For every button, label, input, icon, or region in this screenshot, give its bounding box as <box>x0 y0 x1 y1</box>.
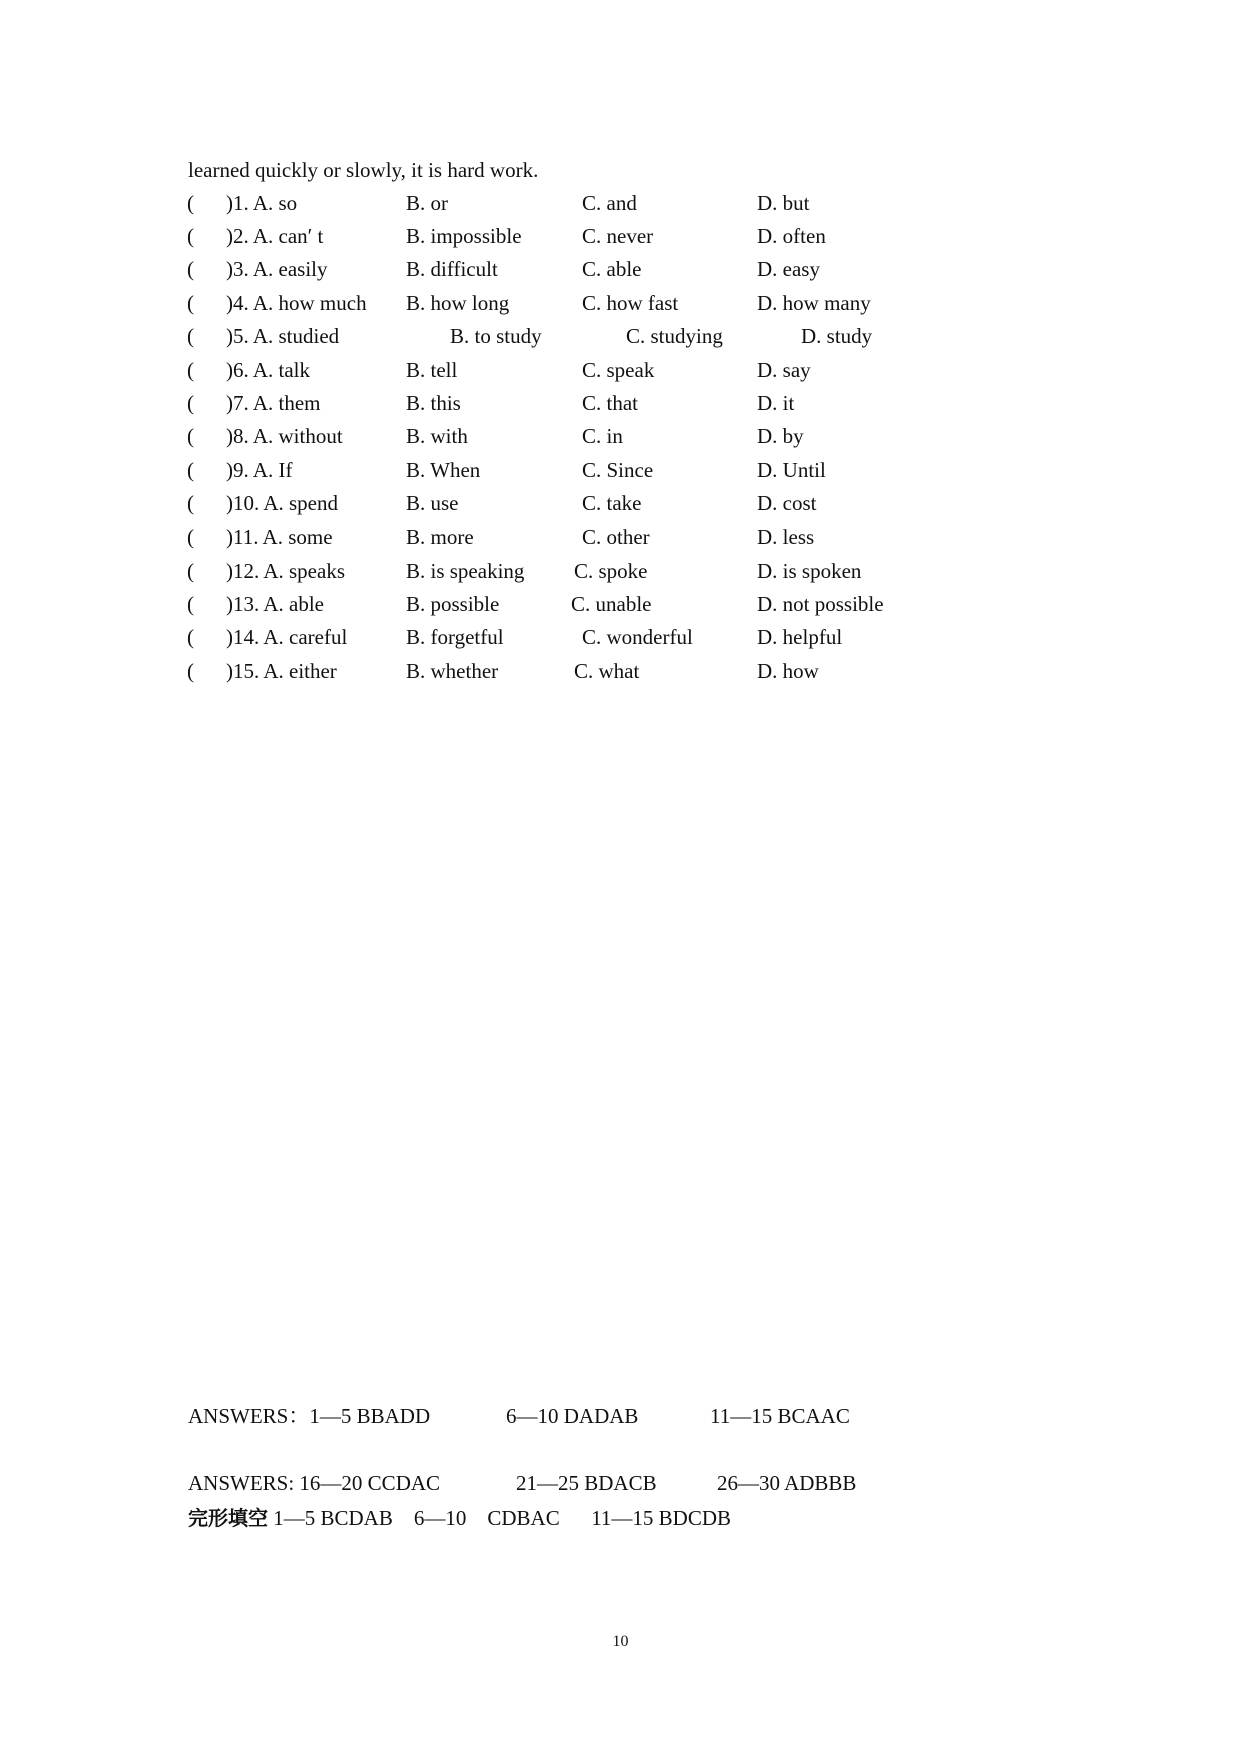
option-c: C. speak <box>582 358 655 382</box>
answer-blank: ( <box>187 491 194 515</box>
option-b: B. When <box>406 458 481 482</box>
page-number: 10 <box>612 1633 629 1650</box>
option-a: )12. A. speaks <box>226 559 345 583</box>
option-b: B. with <box>406 424 468 448</box>
answer-blank: ( <box>187 324 194 348</box>
option-c: C. studying <box>626 324 723 348</box>
option-b: B. is speaking <box>406 559 525 583</box>
question-row <box>0 357 1241 387</box>
question-row <box>0 558 1241 588</box>
answer-blank: ( <box>187 625 194 649</box>
answer-blank: ( <box>187 391 194 415</box>
question-row <box>0 290 1241 320</box>
question-row <box>0 323 1241 353</box>
answer-blank: ( <box>187 358 194 382</box>
option-d: D. but <box>757 191 810 215</box>
option-c: C. and <box>582 191 637 215</box>
option-c: C. in <box>582 424 623 448</box>
question-row <box>0 658 1241 688</box>
option-c: C. that <box>582 391 638 415</box>
option-d: D. study <box>801 324 873 348</box>
option-d: D. easy <box>757 257 820 281</box>
question-row <box>0 457 1241 487</box>
cloze-answer-text: 1—5 BCDAB 6—10 CDBAC 11—15 BDCDB <box>268 1506 732 1530</box>
answers-26-30: 26—30 ADBBB <box>717 1471 857 1495</box>
option-b: B. use <box>406 491 459 515</box>
question-row <box>0 591 1241 621</box>
option-d: D. is spoken <box>757 559 862 583</box>
option-c: C. Since <box>582 458 654 482</box>
option-d: D. less <box>757 525 815 549</box>
option-a: )9. A. If <box>226 458 293 482</box>
option-b: B. forgetful <box>406 625 504 649</box>
option-a: )5. A. studied <box>226 324 340 348</box>
option-c: C. how fast <box>582 291 679 315</box>
answer-blank: ( <box>187 257 194 281</box>
option-d: D. it <box>757 391 795 415</box>
option-c: C. other <box>582 525 650 549</box>
option-a: )1. A. so <box>226 191 298 215</box>
option-d: D. say <box>757 358 811 382</box>
question-row <box>0 524 1241 554</box>
question-row <box>0 223 1241 253</box>
option-b: B. tell <box>406 358 458 382</box>
option-c: C. able <box>582 257 642 281</box>
option-a: )3. A. easily <box>226 257 328 281</box>
answer-blank: ( <box>187 559 194 583</box>
option-d: D. not possible <box>757 592 884 616</box>
option-d: D. often <box>757 224 826 248</box>
option-a: )10. A. spend <box>226 491 338 515</box>
option-b: B. whether <box>406 659 499 683</box>
option-c: C. wonderful <box>582 625 693 649</box>
option-c: C. never <box>582 224 654 248</box>
option-b: B. possible <box>406 592 500 616</box>
answer-blank: ( <box>187 458 194 482</box>
passage-last-line: learned quickly or slowly, it is hard work. <box>188 158 539 182</box>
option-a: )15. A. either <box>226 659 337 683</box>
cloze-label: 完形填空 <box>188 1506 268 1530</box>
option-b: B. impossible <box>406 224 522 248</box>
option-a: )6. A. talk <box>226 358 310 382</box>
answer-blank: ( <box>187 424 194 448</box>
answer-blank: ( <box>187 659 194 683</box>
question-row <box>0 490 1241 520</box>
option-b: B. or <box>406 191 448 215</box>
answers-16-20: ANSWERS: 16—20 CCDAC <box>188 1471 441 1495</box>
answers-1-5: ANSWERS：1—5 BBADD <box>188 1404 431 1428</box>
answer-blank: ( <box>187 291 194 315</box>
question-row <box>0 390 1241 420</box>
answer-blank: ( <box>187 592 194 616</box>
option-a: )14. A. careful <box>226 625 348 649</box>
question-row <box>0 256 1241 286</box>
option-d: D. Until <box>757 458 826 482</box>
cloze-answers <box>188 1505 731 1531</box>
option-d: D. cost <box>757 491 817 515</box>
option-c: C. unable <box>571 592 652 616</box>
answers-6-10: 6—10 DADAB <box>506 1404 639 1428</box>
option-c: C. what <box>574 659 640 683</box>
answers-21-25: 21—25 BDACB <box>516 1471 657 1495</box>
option-d: D. helpful <box>757 625 843 649</box>
option-c: C. take <box>582 491 642 515</box>
answers-11-15: 11—15 BCAAC <box>710 1404 850 1428</box>
option-a: )4. A. how much <box>226 291 367 315</box>
option-b: B. more <box>406 525 474 549</box>
answer-blank: ( <box>187 191 194 215</box>
option-b: B. how long <box>406 291 510 315</box>
option-c: C. spoke <box>574 559 648 583</box>
answer-blank: ( <box>187 525 194 549</box>
question-row <box>0 190 1241 220</box>
option-d: D. by <box>757 424 804 448</box>
question-row <box>0 423 1241 453</box>
question-row <box>0 624 1241 654</box>
option-a: )7. A. them <box>226 391 321 415</box>
option-a: )13. A. able <box>226 592 324 616</box>
option-a: )11. A. some <box>226 525 333 549</box>
option-d: D. how <box>757 659 819 683</box>
answer-blank: ( <box>187 224 194 248</box>
option-a: )8. A. without <box>226 424 343 448</box>
option-b: B. this <box>406 391 461 415</box>
option-a: )2. A. can′ t <box>226 224 324 248</box>
option-d: D. how many <box>757 291 871 315</box>
option-b: B. to study <box>450 324 542 348</box>
option-b: B. difficult <box>406 257 498 281</box>
